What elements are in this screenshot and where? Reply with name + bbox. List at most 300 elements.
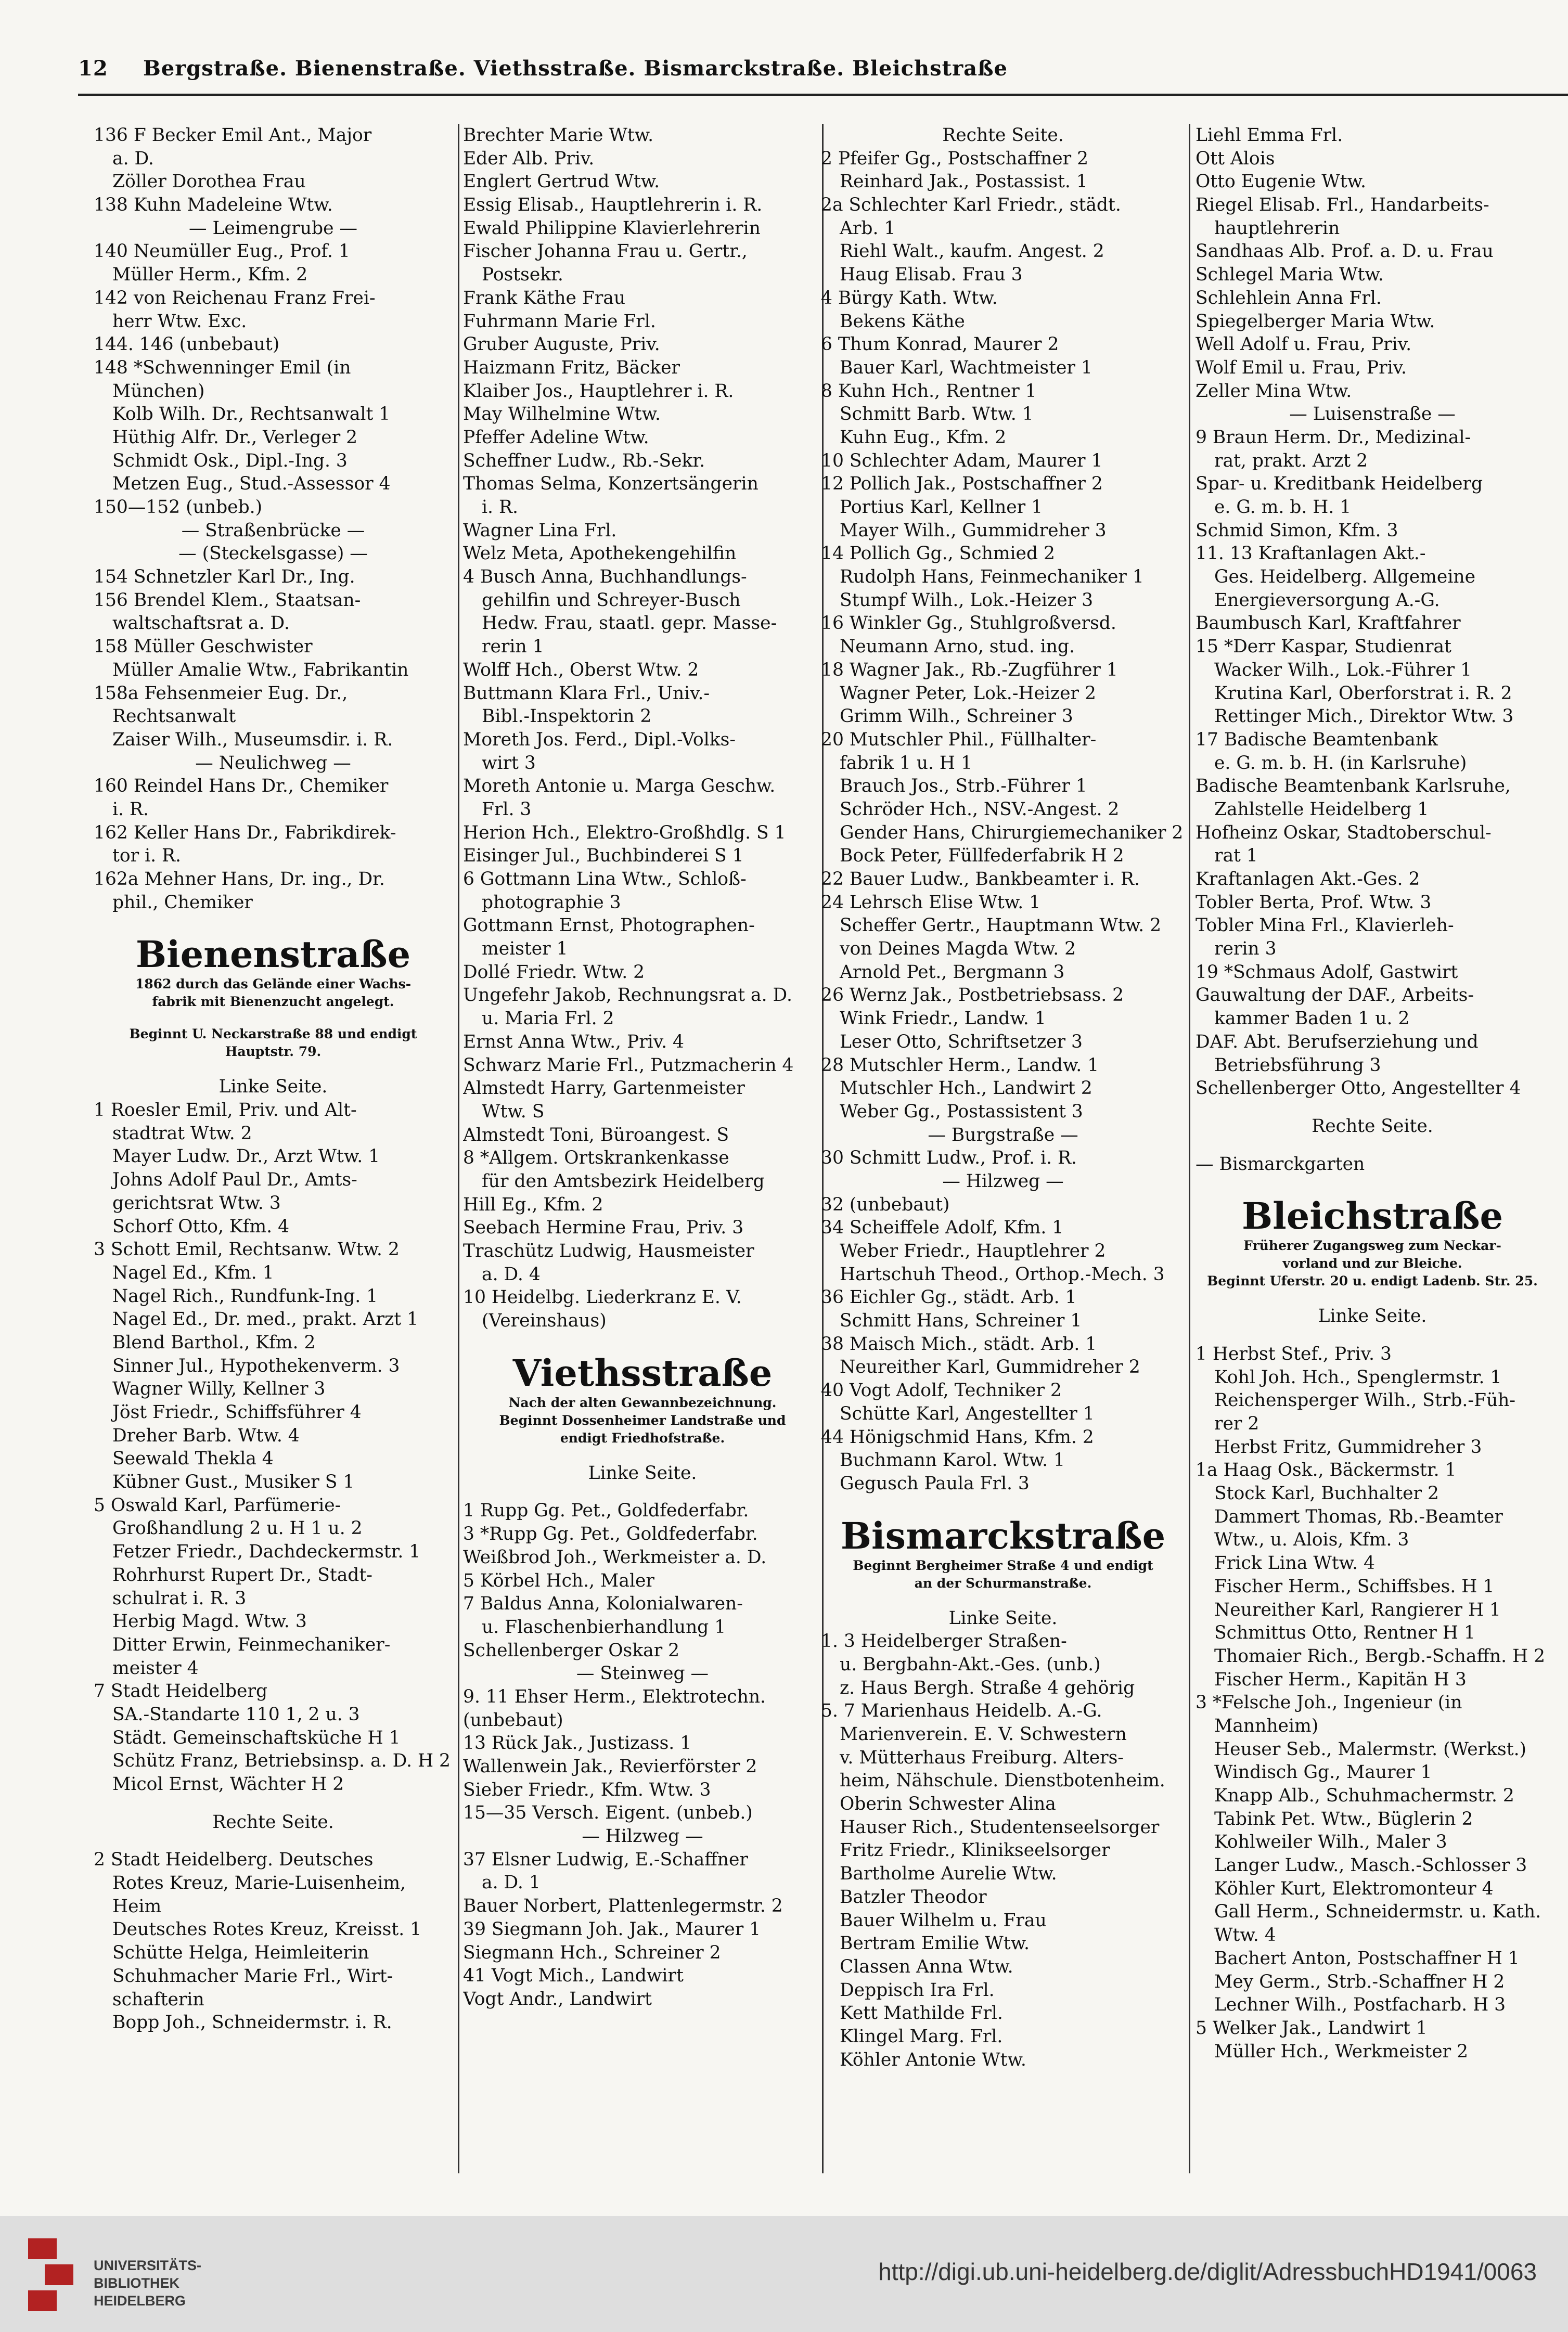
address-line: Eisinger Jul., Buchbinderei S 1	[463, 845, 744, 867]
address-line: Fuhrmann Marie Frl.	[463, 311, 656, 332]
address-line: Gegusch Paula Frl. 3	[840, 1473, 1030, 1494]
address-line: Seebach Hermine Frau, Priv. 3	[463, 1217, 744, 1239]
address-line: Bartholme Aurelie Wtw.	[840, 1863, 1057, 1885]
address-line: Haug Elisab. Frau 3	[840, 264, 1023, 286]
address-line: 41 Vogt Mich., Landwirt	[463, 1965, 684, 1987]
street-heading: Bienenstraße	[135, 934, 411, 976]
spacer	[463, 1333, 822, 1347]
address-line: — Burgstraße —	[928, 1124, 1078, 1145]
address-line: Kuhn Eug., Kfm. 2	[840, 427, 1007, 448]
address-line: gerichtsrat Wtw. 3	[112, 1192, 281, 1214]
address-line: Lechner Wilh., Postfacharb. H 3	[1214, 1994, 1506, 2016]
address-line: 26 Wernz Jak., Postbetriebsass. 2	[821, 985, 1124, 1006]
address-line: tor i. R.	[112, 845, 182, 867]
address-line: 158a Fehsenmeier Eug. Dr.,	[94, 682, 348, 704]
address-line: rat, prakt. Arzt 2	[1214, 450, 1368, 471]
address-line: meister 4	[112, 1657, 199, 1679]
address-line: Schuhmacher Marie Frl., Wirt-	[112, 1965, 393, 1987]
spacer	[1196, 1176, 1549, 1190]
address-line: Früherer Zugangsweg zum Neckar-	[1243, 1238, 1501, 1254]
address-line: schulrat i. R. 3	[112, 1588, 247, 1609]
address-line: schafterin	[112, 1989, 204, 2010]
address-line: rat 1	[1214, 845, 1258, 867]
address-line: 34 Scheiffele Adolf, Kfm. 1	[821, 1217, 1064, 1239]
address-line: Fischer Johanna Frau u. Gertr.,	[463, 241, 748, 262]
address-line: Moreth Jos. Ferd., Dipl.-Volks-	[463, 729, 736, 750]
address-line: e. G. m. b. H. 1	[1214, 497, 1352, 518]
address-line: Ernst Anna Wtw., Priv. 4	[463, 1031, 685, 1052]
spacer	[1196, 1100, 1549, 1115]
address-line: hauptlehrerin	[1214, 217, 1340, 239]
address-line: Reinhard Jak., Postassist. 1	[840, 171, 1088, 192]
address-line: — Hilzweg —	[582, 1826, 703, 1847]
address-line: Beginnt Bergheimer Straße 4 und endigt	[853, 1557, 1153, 1573]
page-number: 12	[78, 56, 108, 81]
address-line: 144. 146 (unbebaut)	[94, 334, 280, 355]
address-line: Wolf Emil u. Frau, Priv.	[1196, 357, 1407, 378]
address-line: 13 Rück Jak., Justizass. 1	[463, 1733, 692, 1754]
library-name: UNIVERSITÄTS- BIBLIOTHEK HEIDELBERG	[94, 2258, 202, 2309]
address-line: Betriebsführung 3	[1214, 1054, 1381, 1076]
address-line: meister 1	[482, 938, 568, 960]
address-line: Klingel Marg. Frl.	[840, 2026, 1003, 2047]
street-heading: Bismarckstraße	[840, 1515, 1166, 1557]
address-line: 142 von Reichenau Franz Frei-	[94, 287, 376, 308]
address-line: — Bismarckgarten	[1196, 1153, 1365, 1175]
address-line: SA.-Standarte 110 1, 2 u. 3	[112, 1704, 360, 1725]
address-line: 140 Neumüller Eug., Prof. 1	[94, 241, 350, 262]
address-line: Postsekr.	[482, 264, 563, 286]
address-line: 154 Schnetzler Karl Dr., Ing.	[94, 566, 355, 588]
address-line: Wagner Peter, Lok.-Heizer 2	[840, 682, 1096, 704]
address-line: Mey Germ., Strb.-Schaffner H 2	[1214, 1971, 1505, 1992]
address-line: Rechtsanwalt	[112, 706, 236, 727]
address-line: Linke Seite.	[588, 1462, 697, 1484]
address-line: Leser Otto, Schriftsetzer 3	[840, 1031, 1083, 1052]
address-line: Blend Barthol., Kfm. 2	[112, 1332, 316, 1353]
address-line: 44 Hönigschmid Hans, Kfm. 2	[821, 1426, 1094, 1448]
address-line: Dreher Barb. Wtw. 4	[112, 1425, 300, 1446]
address-line: Ges. Heidelberg. Allgemeine	[1214, 566, 1475, 588]
address-line: Weber Gg., Postassistent 3	[840, 1101, 1083, 1122]
address-line: 28 Mutschler Herm., Landw. 1	[821, 1054, 1099, 1076]
address-line: 2 Stadt Heidelberg. Deutsches	[94, 1849, 374, 1871]
text-column-3	[821, 124, 1185, 2189]
address-line: u. Maria Frl. 2	[482, 1008, 614, 1029]
address-line: Müller Amalie Wtw., Fabrikantin	[112, 659, 409, 680]
address-line: — Steinweg —	[576, 1663, 709, 1684]
address-line: Brauch Jos., Strb.-Führer 1	[840, 776, 1087, 797]
address-line: photographie 3	[482, 892, 621, 913]
address-line: Tobler Berta, Prof. Wtw. 3	[1196, 892, 1432, 913]
address-line: Beginnt U. Neckarstraße 88 und endigt	[129, 1026, 417, 1042]
address-line: Bopp Joh., Schneidermstr. i. R.	[112, 2012, 392, 2033]
address-line: Mayer Ludw. Dr., Arzt Wtw. 1	[112, 1146, 380, 1167]
address-line: Metzen Eug., Stud.-Assessor 4	[112, 473, 391, 495]
address-line: Arnold Pet., Bergmann 3	[840, 961, 1065, 983]
address-line: Rettinger Mich., Direktor Wtw. 3	[1214, 706, 1514, 727]
address-line: Herion Hch., Elektro-Großhdlg. S 1	[463, 822, 786, 843]
address-line: Schütte Karl, Angestellter 1	[840, 1403, 1095, 1424]
address-line: Schröder Hch., NSV.-Angest. 2	[840, 798, 1120, 820]
address-line: Linke Seite.	[1318, 1306, 1427, 1327]
address-line: Hartschuh Theod., Orthop.-Mech. 3	[840, 1264, 1165, 1285]
text-column-4	[1196, 124, 1549, 2189]
address-line: Schorf Otto, Kfm. 4	[112, 1216, 290, 1237]
spacer	[94, 914, 453, 929]
address-line: Wink Friedr., Landw. 1	[840, 1008, 1046, 1029]
address-line: 36 Eichler Gg., städt. Arb. 1	[821, 1287, 1077, 1308]
address-line: Hauptstr. 79.	[225, 1044, 322, 1060]
spacer	[94, 1011, 453, 1025]
address-line: Hüthig Alfr. Dr., Verleger 2	[112, 427, 358, 448]
address-line: Wagner Lina Frl.	[463, 520, 617, 541]
address-line: fabrik 1 u. H 1	[840, 752, 972, 774]
address-line: Scheffner Ludw., Rb.-Sekr.	[463, 450, 705, 471]
address-line: Herbst Fritz, Gummidreher 3	[1214, 1436, 1482, 1458]
address-line: Well Adolf u. Frau, Priv.	[1196, 334, 1412, 355]
address-line: Stumpf Wilh., Lok.-Heizer 3	[840, 589, 1094, 611]
address-line: 38 Maisch Mich., städt. Arb. 1	[821, 1333, 1097, 1355]
address-line: Hofheinz Oskar, Stadtoberschul-	[1196, 822, 1492, 843]
address-line: 12 Pollich Jak., Postschaffner 2	[821, 473, 1103, 495]
address-line: Essig Elisab., Hauptlehrerin i. R.	[463, 195, 763, 216]
address-line: 32 (unbebaut)	[821, 1194, 950, 1215]
address-line: Dollé Friedr. Wtw. 2	[463, 961, 645, 983]
address-line: 8 Kuhn Hch., Rentner 1	[821, 380, 1037, 402]
address-line: 11. 13 Kraftanlagen Akt.-	[1196, 543, 1426, 564]
address-line: Bauer Wilhelm u. Frau	[840, 1910, 1047, 1931]
address-line: 14 Pollich Gg., Schmied 2	[821, 543, 1055, 564]
address-line: Frank Käthe Frau	[463, 287, 626, 308]
university-library-logo-icon	[24, 2233, 81, 2316]
address-line: Weißbrod Joh., Werkmeister a. D.	[463, 1547, 767, 1568]
address-line: Linke Seite.	[219, 1076, 328, 1098]
address-line: Badische Beamtenbank Karlsruhe,	[1196, 776, 1511, 797]
address-line: (unbebaut)	[463, 1709, 563, 1731]
address-line: Zöller Dorothea Frau	[112, 171, 306, 192]
address-line: 30 Schmitt Ludw., Prof. i. R.	[821, 1148, 1077, 1169]
address-line: 22 Bauer Ludw., Bankbeamter i. R.	[821, 869, 1140, 890]
address-line: Schmitt Barb. Wtw. 1	[840, 404, 1034, 425]
address-line: herr Wtw. Exc.	[112, 311, 247, 332]
address-line: Weber Friedr., Hauptlehrer 2	[840, 1241, 1106, 1261]
address-line: für den Amtsbezirk Heidelberg	[482, 1170, 765, 1192]
address-line: Neumann Arno, stud. ing.	[840, 636, 1075, 658]
address-line: 136 F Becker Emil Ant., Major	[94, 125, 372, 146]
address-line: Rechte Seite.	[1312, 1115, 1433, 1137]
address-line: 148 *Schwenninger Emil (in	[94, 357, 351, 378]
address-line: Schlegel Maria Wtw.	[1196, 264, 1384, 286]
address-line: 1 Roesler Emil, Priv. und Alt-	[94, 1100, 357, 1121]
address-line: Fetzer Friedr., Dachdeckermstr. 1	[112, 1541, 421, 1563]
address-line: 3 *Felsche Joh., Ingenieur (in	[1196, 1692, 1462, 1713]
text-column-1	[94, 124, 453, 2189]
address-line: Hedw. Frau, staatl. gepr. Masse-	[482, 613, 777, 634]
address-line: Schellenberger Otto, Angestellter 4	[1196, 1078, 1521, 1099]
address-line: Schmittus Otto, Rentner H 1	[1214, 1622, 1475, 1644]
address-line: May Wilhelmine Wtw.	[463, 404, 661, 425]
address-line: an der Schurmanstraße.	[914, 1575, 1092, 1591]
address-line: Schmidt Osk., Dipl.-Ing. 3	[112, 450, 348, 471]
address-line: u. Flaschenbierhandlung 1	[482, 1616, 726, 1638]
address-line: Zahlstelle Heidelberg 1	[1214, 798, 1429, 820]
address-line: a. D. 1	[482, 1872, 541, 1893]
spacer	[94, 1796, 453, 1811]
address-line: Liehl Emma Frl.	[1196, 125, 1343, 146]
address-line: endigt Friedhofstraße.	[560, 1430, 725, 1446]
address-line: Frick Lina Wtw. 4	[1214, 1553, 1376, 1574]
spacer	[463, 1485, 822, 1499]
address-line: Bertram Emilie Wtw.	[840, 1933, 1030, 1954]
address-line: Gottmann Ernst, Photographen-	[463, 915, 755, 936]
address-line: (Vereinshaus)	[482, 1310, 607, 1332]
address-line: v. Mütterhaus Freiburg. Alters-	[840, 1747, 1124, 1768]
address-line: rerin 1	[482, 636, 544, 658]
address-line: 19 *Schmaus Adolf, Gastwirt	[1196, 961, 1458, 983]
address-line: 10 Schlechter Adam, Maurer 1	[821, 450, 1103, 471]
street-heading: Viethsstraße	[512, 1352, 773, 1394]
address-line: 37 Elsner Ludwig, E.-Schaffner	[463, 1849, 748, 1870]
address-line: Haizmann Fritz, Bäcker	[463, 357, 680, 378]
address-line: Nagel Rich., Rundfunk-Ing. 1	[112, 1285, 378, 1307]
address-line: Englert Gertrud Wtw.	[463, 171, 660, 192]
address-line: Hill Eg., Kfm. 2	[463, 1194, 603, 1215]
address-line: Gauwaltung der DAF., Arbeits-	[1196, 985, 1474, 1006]
address-line: 24 Lehrsch Elise Wtw. 1	[821, 892, 1041, 913]
address-line: Köhler Kurt, Elektromonteur 4	[1214, 1878, 1494, 1899]
address-line: Almstedt Toni, Büroangest. S	[463, 1124, 729, 1145]
address-line: Gall Herm., Schneidermstr. u. Kath.	[1214, 1901, 1541, 1923]
address-line: Jöst Friedr., Schiffsführer 4	[112, 1402, 362, 1423]
address-line: Tabink Pet. Wtw., Büglerin 2	[1214, 1808, 1473, 1829]
address-line: Schütz Franz, Betriebsinsp. a. D. H 2	[112, 1750, 451, 1772]
address-line: Almstedt Harry, Gartenmeister	[463, 1078, 745, 1099]
address-line: Müller Herm., Kfm. 2	[112, 264, 308, 286]
address-line: 162a Mehner Hans, Dr. ing., Dr.	[94, 869, 385, 890]
address-line: — Neulichweg —	[195, 752, 351, 774]
spacer	[1196, 1290, 1549, 1305]
header-rule	[78, 94, 1568, 96]
address-line: Pfeffer Adeline Wtw.	[463, 427, 649, 448]
address-line: Wacker Wilh., Lok.-Führer 1	[1214, 659, 1472, 680]
address-line: 40 Vogt Adolf, Techniker 2	[821, 1380, 1062, 1401]
address-line: Oberin Schwester Alina	[840, 1794, 1056, 1815]
spacer	[94, 1061, 453, 1075]
address-line: Wallenwein Jak., Revierförster 2	[463, 1756, 757, 1777]
address-line: Mutschler Hch., Landwirt 2	[840, 1078, 1093, 1099]
document-url[interactable]: http://digi.ub.uni-heidelberg.de/diglit/AdressbuchHD1941/0063	[878, 2258, 1537, 2285]
address-line: Batzler Theodor	[840, 1886, 987, 1908]
address-line: Energieversorgung A.-G.	[1214, 589, 1440, 611]
address-line: Zeller Mina Wtw.	[1196, 380, 1352, 402]
address-line: stadtrat Wtw. 2	[112, 1123, 252, 1144]
address-line: Schlehlein Anna Frl.	[1196, 287, 1382, 308]
address-line: Heuser Seb., Malermstr. (Werkst.)	[1214, 1738, 1527, 1760]
address-line: Zaiser Wilh., Museumsdir. i. R.	[112, 729, 393, 750]
spacer	[94, 1834, 453, 1848]
address-line: Spar- u. Kreditbank Heidelberg	[1196, 473, 1483, 495]
address-line: 6 Thum Konrad, Maurer 2	[821, 334, 1059, 355]
address-line: Heim	[112, 1896, 162, 1917]
address-line: Vogt Andr., Landwirt	[463, 1988, 652, 2009]
address-line: 1 Rupp Gg. Pet., Goldfederfabr.	[463, 1500, 749, 1522]
address-line: Rohrhurst Rupert Dr., Stadt-	[112, 1564, 372, 1586]
address-line: kammer Baden 1 u. 2	[1214, 1008, 1410, 1029]
address-line: 10 Heidelbg. Liederkranz E. V.	[463, 1287, 742, 1308]
address-line: Rechte Seite.	[942, 125, 1064, 146]
address-line: 9 Braun Herm. Dr., Medizinal-	[1196, 427, 1471, 448]
address-line: 16 Winkler Gg., Stuhlgroßversd.	[821, 613, 1116, 634]
address-line: e. G. m. b. H. (in Karlsruhe)	[1214, 752, 1467, 774]
address-line: Wtw. S	[482, 1101, 545, 1122]
address-line: 1. 3 Heidelberger Straßen-	[821, 1631, 1067, 1652]
address-line: — Hilzweg —	[942, 1170, 1064, 1192]
address-line: Großhandlung 2 u. H 1 u. 2	[112, 1518, 363, 1539]
address-line: Nagel Ed., Kfm. 1	[112, 1262, 274, 1283]
address-line: 5 Körbel Hch., Maler	[463, 1570, 654, 1591]
address-line: Bekens Käthe	[840, 311, 965, 332]
column-divider	[1189, 124, 1190, 2173]
address-line: Schwarz Marie Frl., Putzmacherin 4	[463, 1054, 794, 1076]
address-line: Klaiber Jos., Hauptlehrer i. R.	[463, 380, 734, 402]
address-line: Krutina Karl, Oberforstrat i. R. 2	[1214, 682, 1512, 704]
spacer	[1196, 1328, 1549, 1343]
address-line: Stock Karl, Buchhalter 2	[1214, 1483, 1439, 1504]
address-line: Welz Meta, Apothekengehilfin	[463, 543, 737, 564]
address-line: Bauer Karl, Wachtmeister 1	[840, 357, 1093, 378]
address-line: 150—152 (unbeb.)	[94, 497, 263, 518]
address-line: Windisch Gg., Maurer 1	[1214, 1762, 1432, 1783]
address-line: Beginnt Dossenheimer Landstraße und	[499, 1412, 786, 1428]
spacer	[463, 1447, 822, 1462]
address-line: 158 Müller Geschwister	[94, 636, 313, 658]
address-line: 6 Gottmann Lina Wtw., Schloß-	[463, 869, 747, 890]
address-line: 7 Stadt Heidelberg	[94, 1681, 268, 1702]
address-line: 3 *Rupp Gg. Pet., Goldfederfabr.	[463, 1524, 758, 1545]
address-line: Siegmann Hch., Schreiner 2	[463, 1942, 721, 1963]
address-line: i. R.	[482, 497, 518, 518]
address-line: Schellenberger Oskar 2	[463, 1640, 680, 1661]
address-line: Baumbusch Karl, Kraftfahrer	[1196, 613, 1461, 634]
address-line: München)	[112, 380, 205, 402]
address-line: Fritz Friedr., Klinikseelsorger	[840, 1840, 1110, 1861]
address-line: Mayer Wilh., Gummidreher 3	[840, 520, 1107, 541]
address-line: Fischer Herm., Schiffsbes. H 1	[1214, 1576, 1495, 1597]
address-line: von Deines Magda Wtw. 2	[840, 938, 1076, 960]
address-line: Nach der alten Gewannbezeichnung.	[508, 1395, 777, 1410]
address-line: DAF. Abt. Berufserziehung und	[1196, 1031, 1479, 1052]
address-line: rer 2	[1214, 1413, 1259, 1434]
address-line: Riegel Elisab. Frl., Handarbeits-	[1196, 195, 1489, 216]
address-line: Kett Mathilde Frl.	[840, 2003, 1003, 2024]
address-line: Hauser Rich., Studentenseelsorger	[840, 1816, 1160, 1838]
address-line: 1 Herbst Stef., Priv. 3	[1196, 1343, 1392, 1364]
address-line: Sieber Friedr., Kfm. Wtw. 3	[463, 1779, 711, 1800]
address-line: Deutsches Rotes Kreuz, Kreisst. 1	[112, 1919, 422, 1940]
spacer	[821, 1496, 1185, 1510]
address-line: Classen Anna Wtw.	[840, 1956, 1013, 1977]
address-line: rerin 3	[1214, 938, 1277, 960]
address-line: Gruber Auguste, Priv.	[463, 334, 660, 355]
address-line: Knapp Alb., Schuhmachermstr. 2	[1214, 1785, 1514, 1806]
address-line: Ditter Erwin, Feinmechaniker-	[112, 1634, 391, 1655]
address-line: 156 Brendel Klem., Staatsan-	[94, 589, 361, 611]
address-line: Sinner Jul., Hypothekenverm. 3	[112, 1355, 400, 1376]
address-line: heim, Nähschule. Dienstbotenheim.	[840, 1770, 1165, 1792]
address-line: Gender Hans, Chirurgiemechaniker 2	[840, 822, 1184, 843]
address-line: Städt. Gemeinschaftsküche H 1	[112, 1727, 401, 1748]
address-line: Wtw. 4	[1214, 1925, 1276, 1946]
address-line: Johns Adolf Paul Dr., Amts-	[112, 1169, 357, 1191]
address-line: — Straßenbrücke —	[181, 520, 365, 541]
address-line: 138 Kuhn Madeleine Wtw.	[94, 195, 333, 216]
viewer-footer	[0, 2216, 1568, 2332]
address-line: Rotes Kreuz, Marie-Luisenheim,	[112, 1873, 406, 1894]
address-line: Micol Ernst, Wächter H 2	[112, 1774, 344, 1795]
address-line: i. R.	[112, 798, 149, 820]
address-line: Reichensperger Wilh., Strb.-Füh-	[1214, 1390, 1516, 1411]
address-line: wirt 3	[482, 752, 536, 774]
address-line: Wagner Willy, Kellner 3	[112, 1378, 326, 1400]
address-line: Dammert Thomas, Rb.-Beamter	[1214, 1506, 1503, 1527]
address-line: Wolff Hch., Oberst Wtw. 2	[463, 659, 699, 680]
address-line: Ott Alois	[1196, 148, 1275, 169]
address-line: 7 Baldus Anna, Kolonialwaren-	[463, 1593, 743, 1615]
address-line: Linke Seite.	[948, 1607, 1058, 1629]
address-line: Fischer Herm., Kapitän H 3	[1214, 1669, 1467, 1690]
address-line: 8 *Allgem. Ortskrankenkasse	[463, 1148, 729, 1169]
address-line: Schmitt Hans, Schreiner 1	[840, 1310, 1082, 1332]
address-line: u. Bergbahn-Akt.-Ges. (unb.)	[840, 1654, 1101, 1675]
address-line: Köhler Antonie Wtw.	[840, 2049, 1026, 2070]
address-line: Bauer Norbert, Plattenlegermstr. 2	[463, 1896, 783, 1917]
address-line: Frl. 3	[482, 798, 532, 820]
address-line: Portius Karl, Kellner 1	[840, 497, 1043, 518]
address-line: Wtw., u. Alois, Kfm. 3	[1214, 1529, 1409, 1551]
address-line: Nagel Ed., Dr. med., prakt. Arzt 1	[112, 1309, 419, 1330]
address-line: Thomaier Rich., Bergb.-Schaffn. H 2	[1214, 1645, 1546, 1667]
address-line: Scheffer Gertr., Hauptmann Wtw. 2	[840, 915, 1162, 936]
address-line: 15—35 Versch. Eigent. (unbeb.)	[463, 1802, 753, 1824]
address-line: 162 Keller Hans Dr., Fabrikdirek-	[94, 822, 396, 843]
address-line: vorland und zur Bleiche.	[1282, 1256, 1462, 1271]
address-line: Bibl.-Inspektorin 2	[482, 706, 652, 727]
address-line: Kohl Joh. Hch., Spenglermstr. 1	[1214, 1367, 1502, 1388]
address-line: Sandhaas Alb. Prof. a. D. u. Frau	[1196, 241, 1494, 262]
address-line: — (Steckelsgasse) —	[178, 543, 368, 564]
address-line: 1a Haag Osk., Bäckermstr. 1	[1196, 1460, 1457, 1481]
address-line: Kübner Gust., Musiker S 1	[112, 1472, 355, 1493]
address-line: Buchmann Karol. Wtw. 1	[840, 1450, 1065, 1471]
address-line: z. Haus Bergh. Straße 4 gehörig	[840, 1677, 1135, 1698]
address-line: — Luisenstraße —	[1289, 404, 1456, 425]
address-line: Rudolph Hans, Feinmechaniker 1	[840, 566, 1144, 588]
address-line: Langer Ludw., Masch.-Schlosser 3	[1214, 1855, 1527, 1876]
address-line: Spiegelberger Maria Wtw.	[1196, 311, 1435, 332]
address-line: Eder Alb. Priv.	[463, 148, 595, 169]
address-line: Otto Eugenie Wtw.	[1196, 171, 1367, 192]
address-line: phil., Chemiker	[112, 892, 253, 913]
address-line: Kraftanlagen Akt.-Ges. 2	[1196, 869, 1420, 890]
address-line: 5. 7 Marienhaus Heidelb. A.-G.	[821, 1700, 1102, 1722]
address-line: 39 Siegmann Joh. Jak., Maurer 1	[463, 1918, 761, 1940]
page-header	[78, 56, 1524, 93]
address-line: 9. 11 Ehser Herm., Elektrotechn.	[463, 1686, 766, 1707]
address-line: Herbig Magd. Wtw. 3	[112, 1611, 307, 1632]
address-line: Marienverein. E. V. Schwestern	[840, 1724, 1127, 1745]
address-line: Schmid Simon, Kfm. 3	[1196, 520, 1398, 541]
